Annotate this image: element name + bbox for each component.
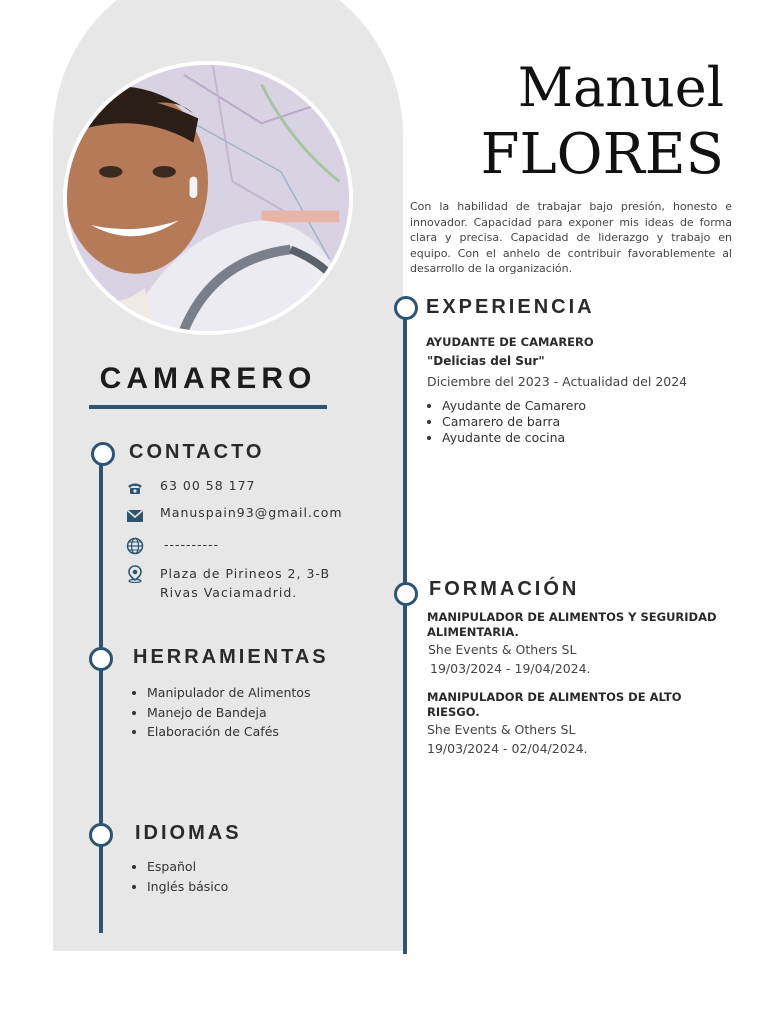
profile-photo — [63, 61, 353, 335]
education-entry — [427, 610, 727, 678]
location-icon — [126, 565, 144, 583]
first-name: Manuel — [517, 56, 724, 119]
list-item: • Inglés básico — [147, 877, 228, 897]
job-dates: Diciembre del 2023 - Actualidad del 2024 — [427, 374, 688, 389]
education-title: MANIPULADOR DE ALIMENTOS DE ALTO RIESGO. — [427, 690, 682, 719]
list-item: • Español — [147, 857, 228, 877]
education-institution: She Events & Others SL — [427, 722, 576, 737]
job-company: "Delicias del Sur" — [427, 354, 545, 368]
timeline-dot-languages — [89, 823, 113, 847]
list-item: • Camarero de barra — [442, 414, 586, 430]
timeline-dot-education — [394, 582, 418, 606]
languages-list — [131, 857, 228, 896]
timeline-dot-contact — [91, 442, 115, 466]
education-dates: 19/03/2024 - 02/04/2024. — [427, 741, 588, 756]
list-item: • Ayudante de cocina — [442, 430, 586, 446]
tools-heading: HERRAMIENTAS — [133, 646, 329, 668]
profile-summary: Con la habilidad de trabajar bajo presión, honesto e innovador. Capacidad para exponer mis ideas de forma clara y precisa. Capacidad de liderazgo y trabajo en equipo. Con el anhelo de contribuir favorablemente al desarrollo de la organización. — [410, 200, 732, 275]
tools-list — [131, 683, 310, 742]
address-line-2: Rivas Vaciamadrid. — [160, 585, 298, 600]
main-timeline-line — [403, 318, 407, 954]
mail-icon — [126, 507, 144, 525]
website[interactable]: ---------- — [164, 537, 220, 552]
job-title: AYUDANTE DE CAMARERO — [426, 335, 594, 349]
education-dates: 19/03/2024 - 19/04/2024. — [430, 661, 591, 676]
education-institution: She Events & Others SL — [428, 642, 577, 657]
sidebar-timeline-line — [99, 462, 103, 933]
globe-icon — [126, 537, 144, 555]
role-underline — [89, 405, 327, 409]
email-address[interactable]: Manuspain93@gmail.com — [160, 505, 343, 520]
last-name: FLORES — [480, 122, 724, 187]
education-entry — [427, 690, 727, 758]
list-item: • Manipulador de Alimentos — [147, 683, 310, 703]
timeline-dot-experience — [394, 296, 418, 320]
list-item: • Ayudante de Camarero — [442, 398, 586, 414]
education-heading: FORMACIÓN — [429, 578, 580, 600]
experience-heading: EXPERIENCIA — [426, 296, 595, 318]
timeline-dot-tools — [89, 647, 113, 671]
languages-heading: IDIOMAS — [135, 822, 242, 844]
address-line-1: Plaza de Pirineos 2, 3-B — [160, 566, 331, 581]
contact-heading: CONTACTO — [129, 441, 265, 463]
list-item: • Elaboración de Cafés — [147, 722, 310, 742]
list-item: • Manejo de Bandeja — [147, 703, 310, 723]
job-tasks-list — [426, 398, 586, 446]
phone-number[interactable]: 63 00 58 177 — [160, 478, 256, 493]
job-role-title: CAMARERO — [99, 362, 317, 395]
address — [160, 564, 330, 602]
phone-icon — [126, 479, 144, 497]
education-title: MANIPULADOR DE ALIMENTOS Y SEGURIDAD ALIMENTARIA. — [427, 610, 717, 639]
